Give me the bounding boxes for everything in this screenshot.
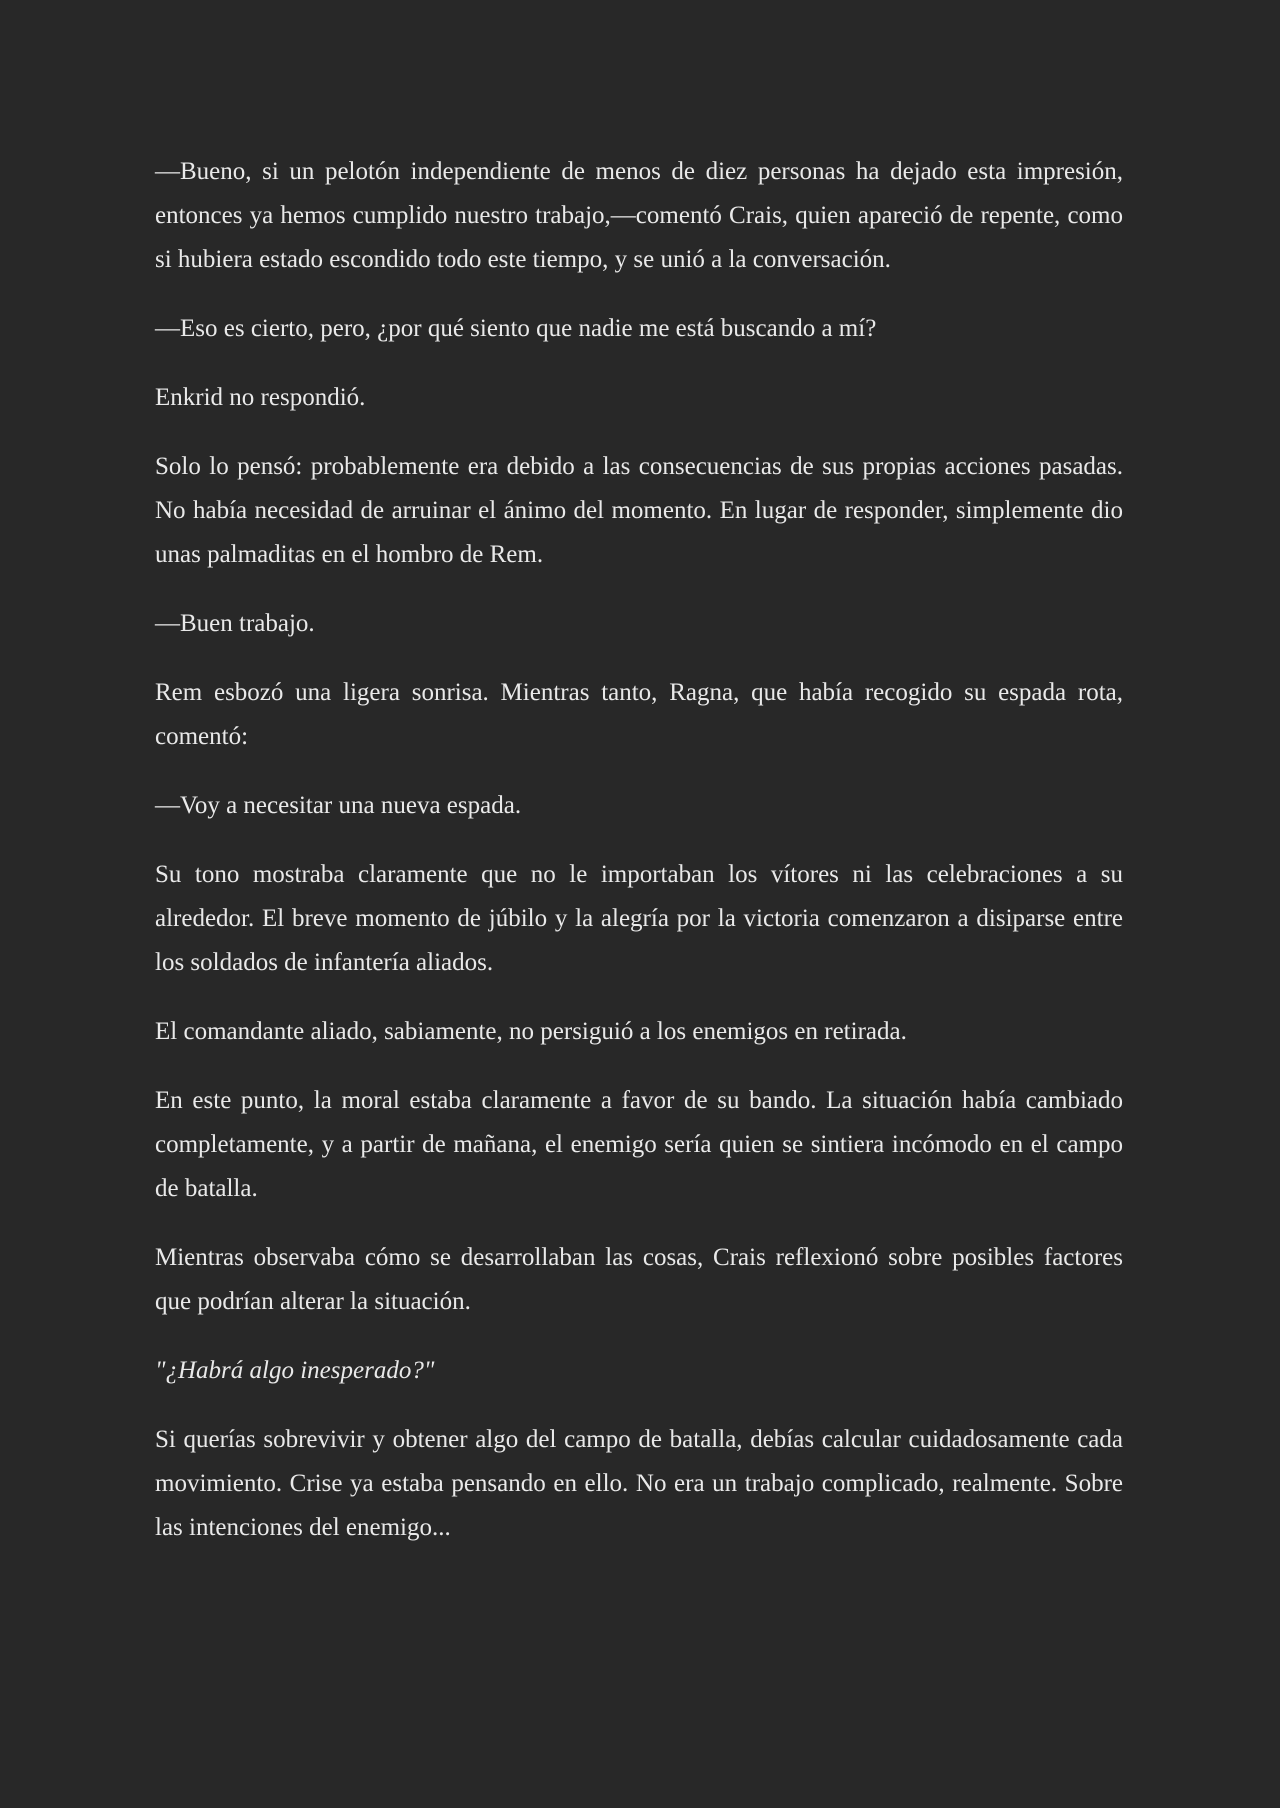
paragraph: Rem esbozó una ligera sonrisa. Mientras tanto, Ragna, que había recogido su espada rota, comentó: [155, 679, 1123, 750]
paragraph: Su tono mostraba claramente que no le importaban los vítores ni las celebraciones a su alrededor. El breve momento de júbilo y la alegría por la victoria comenzaron a disiparse entre los soldados de infantería aliados. [155, 861, 1123, 976]
paragraph: Solo lo pensó: probablemente era debido a las consecuencias de sus propias acciones pasadas. No había necesidad de arruinar el ánimo del momento. En lugar de responder, simplemente dio unas palmaditas en el hombro de Rem. [155, 453, 1123, 568]
paragraph: El comandante aliado, sabiamente, no persiguió a los enemigos en retirada. [155, 1018, 907, 1045]
paragraph: —Eso es cierto, pero, ¿por qué siento que nadie me está buscando a mí? [155, 315, 877, 342]
paragraph: Enkrid no respondió. [155, 384, 366, 411]
chapter-text [155, 150, 1123, 1575]
paragraph: Mientras observaba cómo se desarrollaban las cosas, Crais reflexionó sobre posibles factores que podrían alterar la situación. [155, 1244, 1123, 1315]
paragraph: En este punto, la moral estaba claramente a favor de su bando. La situación había cambiado completamente, y a partir de mañana, el enemigo sería quien se sintiera incómodo en el campo de batalla. [155, 1087, 1123, 1202]
paragraph: —Voy a necesitar una nueva espada. [155, 792, 522, 819]
paragraph: —Bueno, si un pelotón independiente de menos de diez personas ha dejado esta impresión, entonces ya hemos cumplido nuestro trabajo,—comentó Crais, quien apareció de repente, como si hubiera estado escondido todo este tiempo, y se unió a la conversación. [155, 158, 1123, 273]
paragraph: —Buen trabajo. [155, 610, 315, 637]
italic-thought: "¿Habrá algo inesperado?" [155, 1357, 435, 1384]
paragraph: Si querías sobrevivir y obtener algo del campo de batalla, debías calcular cuidadosamente cada movimiento. Crise ya estaba pensando en ello. No era un trabajo complicado, realmente. Sobre las intenciones del enemigo... [155, 1426, 1123, 1541]
